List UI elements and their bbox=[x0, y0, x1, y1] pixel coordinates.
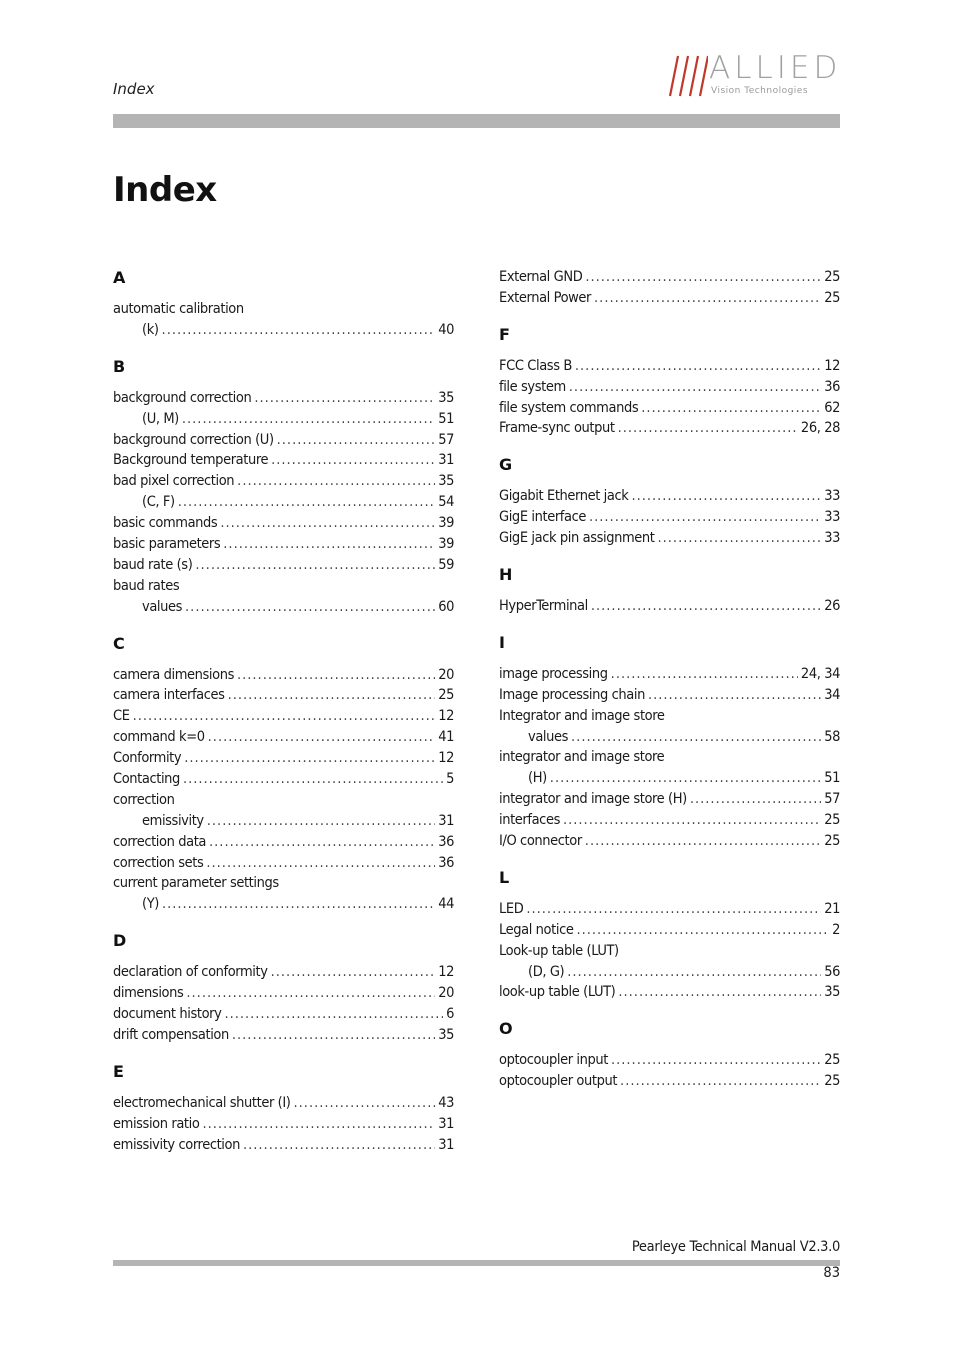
index-entry bbox=[499, 377, 840, 398]
index-page-ref[interactable]: 59 bbox=[438, 556, 454, 573]
index-entry bbox=[113, 388, 454, 409]
index-page-ref[interactable]: 25 bbox=[438, 687, 454, 704]
index-page-ref[interactable]: 31 bbox=[438, 452, 454, 469]
index-page-ref[interactable]: 12 bbox=[438, 964, 454, 981]
dot-leader bbox=[178, 492, 436, 513]
index-entry bbox=[499, 528, 840, 549]
dot-leader bbox=[228, 685, 436, 706]
index-entry bbox=[113, 727, 454, 748]
dot-leader bbox=[202, 1114, 435, 1135]
index-term: image processing bbox=[499, 665, 608, 682]
index-term: (D, G) bbox=[528, 963, 565, 980]
index-term: integrator and image store bbox=[499, 749, 665, 766]
dot-leader bbox=[585, 831, 821, 852]
running-head: Index bbox=[113, 80, 155, 98]
index-term: electromechanical shutter (I) bbox=[113, 1094, 291, 1111]
index-page-ref[interactable]: 44 bbox=[438, 896, 454, 913]
dot-leader bbox=[277, 430, 436, 451]
index-entry bbox=[113, 748, 454, 769]
dot-leader bbox=[618, 982, 821, 1003]
logo-slashes-icon bbox=[668, 54, 708, 98]
index-letter-heading: F bbox=[499, 324, 510, 344]
index-term: Background temperature bbox=[113, 452, 269, 469]
page-number: 83 bbox=[823, 1265, 840, 1281]
index-entry bbox=[499, 810, 840, 831]
dot-leader bbox=[271, 962, 436, 983]
page-title: Index bbox=[113, 170, 217, 210]
index-term: External GND bbox=[499, 269, 583, 285]
dot-leader bbox=[575, 356, 821, 377]
index-page-ref[interactable]: 35 bbox=[438, 473, 454, 490]
dot-leader bbox=[162, 894, 435, 915]
dot-leader bbox=[585, 267, 821, 288]
index-term: optocoupler output bbox=[499, 1073, 618, 1090]
index-term: (k) bbox=[142, 321, 159, 338]
index-term: optocoupler input bbox=[499, 1052, 608, 1069]
index-entry bbox=[499, 706, 840, 727]
dot-leader bbox=[641, 398, 821, 419]
index-page-ref[interactable]: 20 bbox=[438, 985, 454, 1002]
index-term: Integrator and image store bbox=[499, 707, 665, 724]
index-entry bbox=[499, 596, 840, 617]
dot-leader bbox=[206, 853, 435, 874]
index-subentry bbox=[113, 320, 454, 341]
dot-leader bbox=[223, 534, 435, 555]
index-entry bbox=[113, 962, 454, 983]
index-entry bbox=[113, 1093, 454, 1114]
dot-leader bbox=[254, 388, 435, 409]
index-term: Gigabit Ethernet jack bbox=[499, 488, 629, 505]
index-subentry bbox=[499, 962, 840, 983]
dot-leader bbox=[133, 706, 436, 727]
index-page-ref[interactable]: 62 bbox=[824, 399, 840, 416]
dot-leader bbox=[571, 727, 821, 748]
dot-leader bbox=[182, 409, 435, 430]
index-term: Contacting bbox=[113, 771, 180, 788]
index-entry bbox=[499, 664, 840, 685]
index-entry bbox=[499, 899, 840, 920]
index-entry bbox=[113, 534, 454, 555]
dot-leader bbox=[690, 789, 821, 810]
index-term: GigE interface bbox=[499, 509, 586, 526]
index-page-ref[interactable]: 58 bbox=[824, 728, 840, 745]
index-page-ref[interactable]: 60 bbox=[438, 598, 454, 615]
index-term: LED bbox=[499, 900, 524, 917]
index-page-ref[interactable]: 57 bbox=[824, 791, 840, 808]
index-page-ref[interactable]: 2 bbox=[832, 921, 840, 938]
index-entry bbox=[113, 513, 454, 534]
index-subentry bbox=[113, 811, 454, 832]
dot-leader bbox=[186, 983, 435, 1004]
index-entry bbox=[113, 576, 454, 597]
index-term: correction data bbox=[113, 833, 207, 850]
index-entry bbox=[113, 450, 454, 471]
dot-leader bbox=[207, 811, 435, 832]
index-term: emissivity bbox=[142, 812, 204, 829]
footer-rule bbox=[113, 1260, 840, 1266]
index-page-ref[interactable]: 24, 34 bbox=[800, 665, 840, 682]
index-letter-heading: D bbox=[113, 931, 127, 951]
index-term: CE bbox=[113, 708, 130, 725]
index-page-ref[interactable]: 39 bbox=[438, 536, 454, 553]
header-rule bbox=[113, 114, 840, 128]
index-page-ref[interactable]: 31 bbox=[438, 1115, 454, 1132]
index-term: FCC Class B bbox=[499, 357, 572, 374]
dot-leader bbox=[184, 748, 435, 769]
index-entry bbox=[499, 941, 840, 962]
dot-leader bbox=[567, 962, 821, 983]
dot-leader bbox=[658, 528, 822, 549]
dot-leader bbox=[294, 1093, 436, 1114]
index-term: I/O connector bbox=[499, 833, 582, 850]
dot-leader bbox=[620, 1071, 821, 1092]
dot-leader bbox=[618, 418, 798, 439]
index-entry bbox=[113, 769, 454, 790]
dot-leader bbox=[209, 832, 435, 853]
index-column-left bbox=[113, 262, 454, 1156]
index-entry bbox=[113, 983, 454, 1004]
index-term: command k=0 bbox=[113, 729, 205, 746]
index-term: current parameter settings bbox=[113, 875, 279, 892]
index-page-ref[interactable]: 12 bbox=[438, 708, 454, 725]
index-page-ref[interactable]: 25 bbox=[824, 269, 840, 285]
index-entry bbox=[113, 1135, 454, 1156]
index-entry bbox=[113, 873, 454, 894]
index-term: correction bbox=[113, 791, 175, 808]
dot-leader bbox=[232, 1025, 435, 1046]
index-entry bbox=[499, 831, 840, 852]
index-term: dimensions bbox=[113, 985, 184, 1002]
index-letter-heading: C bbox=[113, 633, 125, 653]
index-entry bbox=[113, 1114, 454, 1135]
index-term: Legal notice bbox=[499, 921, 574, 938]
index-page-ref[interactable]: 20 bbox=[438, 666, 454, 683]
dot-leader bbox=[224, 1004, 443, 1025]
dot-leader bbox=[550, 768, 821, 789]
index-subentry bbox=[499, 727, 840, 748]
index-entry bbox=[499, 747, 840, 768]
dot-leader bbox=[208, 727, 436, 748]
index-page-ref[interactable]: 12 bbox=[824, 357, 840, 374]
index-page-ref[interactable]: 21 bbox=[824, 900, 840, 917]
index-entry bbox=[499, 486, 840, 507]
index-term: (Y) bbox=[142, 896, 159, 913]
dot-leader bbox=[526, 899, 821, 920]
index-entry bbox=[113, 685, 454, 706]
index-page-ref[interactable]: 40 bbox=[438, 321, 454, 338]
index-term: document history bbox=[113, 1006, 222, 1023]
allied-logo bbox=[668, 52, 842, 100]
dot-leader bbox=[611, 1050, 821, 1071]
dot-leader bbox=[589, 507, 821, 528]
index-term: GigE jack pin assignment bbox=[499, 530, 655, 547]
index-page-ref[interactable]: 51 bbox=[824, 770, 840, 787]
index-term: Look-up table (LUT) bbox=[499, 942, 619, 959]
index-page-ref[interactable]: 26, 28 bbox=[800, 420, 840, 437]
index-term: background correction bbox=[113, 389, 252, 406]
index-column-right bbox=[499, 262, 840, 1092]
index-term: (U, M) bbox=[142, 410, 179, 427]
index-letter-heading: A bbox=[113, 268, 126, 287]
index-page-ref[interactable]: 56 bbox=[824, 963, 840, 980]
index-term: Frame-sync output bbox=[499, 420, 615, 437]
index-entry bbox=[499, 288, 840, 309]
dot-leader bbox=[569, 377, 821, 398]
logo-wordmark: ALLIED bbox=[709, 50, 842, 86]
index-term: HyperTerminal bbox=[499, 598, 588, 615]
index-term: integrator and image store (H) bbox=[499, 791, 687, 808]
index-letter-heading: I bbox=[499, 632, 505, 652]
index-term: automatic calibration bbox=[113, 301, 244, 317]
index-entry bbox=[113, 430, 454, 451]
index-entry bbox=[499, 398, 840, 419]
index-entry bbox=[113, 1004, 454, 1025]
index-term: interfaces bbox=[499, 812, 560, 829]
index-term: look-up table (LUT) bbox=[499, 984, 616, 1001]
index-page-ref[interactable]: 41 bbox=[438, 729, 454, 746]
index-page-ref[interactable]: 33 bbox=[824, 509, 840, 526]
index-entry bbox=[499, 685, 840, 706]
index-term: baud rates bbox=[113, 577, 180, 594]
index-page-ref[interactable]: 25 bbox=[824, 812, 840, 829]
index-page-ref[interactable]: 6 bbox=[446, 1006, 454, 1023]
dot-leader bbox=[185, 597, 435, 618]
dot-leader bbox=[631, 486, 821, 507]
dot-leader bbox=[220, 513, 435, 534]
dot-leader bbox=[237, 665, 435, 686]
index-term: declaration of conformity bbox=[113, 964, 268, 981]
dot-leader bbox=[576, 920, 829, 941]
index-term: file system bbox=[499, 378, 566, 395]
index-term: External Power bbox=[499, 289, 592, 306]
index-page-ref[interactable]: 51 bbox=[438, 410, 454, 427]
index-entry bbox=[113, 299, 454, 320]
index-term: values bbox=[528, 728, 569, 745]
dot-leader bbox=[183, 769, 443, 790]
index-term: file system commands bbox=[499, 399, 639, 416]
index-term: drift compensation bbox=[113, 1026, 229, 1043]
index-entry bbox=[113, 706, 454, 727]
dot-leader bbox=[162, 320, 436, 341]
index-letter-heading: B bbox=[113, 356, 126, 376]
index-page-ref[interactable]: 36 bbox=[438, 833, 454, 850]
index-page-ref[interactable]: 25 bbox=[824, 1073, 840, 1090]
index-term: background correction (U) bbox=[113, 431, 274, 448]
index-term: Conformity bbox=[113, 750, 182, 767]
index-letter-heading: G bbox=[499, 455, 513, 475]
index-page-ref[interactable]: 31 bbox=[438, 812, 454, 829]
index-term: (H) bbox=[528, 770, 547, 787]
dot-leader bbox=[195, 555, 435, 576]
index-subentry bbox=[113, 597, 454, 618]
index-letter-heading: L bbox=[499, 867, 510, 887]
index-term: emission ratio bbox=[113, 1115, 200, 1132]
index-term: (C, F) bbox=[142, 494, 175, 511]
index-page-ref[interactable]: 36 bbox=[824, 378, 840, 395]
index-page-ref[interactable]: 33 bbox=[824, 488, 840, 505]
index-entry bbox=[113, 555, 454, 576]
index-subentry bbox=[113, 492, 454, 513]
index-entry bbox=[499, 982, 840, 1003]
index-page-ref[interactable]: 35 bbox=[438, 1026, 454, 1043]
index-page-ref[interactable]: 25 bbox=[824, 1052, 840, 1069]
index-entry bbox=[113, 832, 454, 853]
index-entry bbox=[499, 267, 840, 288]
index-page-ref[interactable]: 35 bbox=[438, 389, 454, 406]
index-entry bbox=[499, 356, 840, 377]
index-term: basic commands bbox=[113, 515, 218, 532]
index-entry bbox=[499, 507, 840, 528]
dot-leader bbox=[243, 1135, 435, 1156]
logo-tagline: Vision Technologies bbox=[711, 86, 809, 96]
index-page-ref[interactable]: 25 bbox=[824, 833, 840, 850]
index-entry bbox=[499, 1050, 840, 1071]
index-term: camera interfaces bbox=[113, 687, 225, 704]
index-term: camera dimensions bbox=[113, 666, 234, 683]
index-entry bbox=[113, 853, 454, 874]
index-entry bbox=[499, 789, 840, 810]
index-term: Image processing chain bbox=[499, 686, 645, 703]
index-page-ref[interactable]: 35 bbox=[824, 984, 840, 1001]
dot-leader bbox=[563, 810, 821, 831]
index-page-ref[interactable]: 33 bbox=[824, 530, 840, 547]
index-page-ref[interactable]: 43 bbox=[438, 1094, 454, 1111]
index-subentry bbox=[113, 894, 454, 915]
index-page-ref[interactable]: 36 bbox=[438, 854, 454, 871]
index-entry bbox=[113, 471, 454, 492]
index-subentry bbox=[499, 768, 840, 789]
dot-leader bbox=[648, 685, 821, 706]
index-term: basic parameters bbox=[113, 536, 221, 553]
footer-document-title: Pearleye Technical Manual V2.3.0 bbox=[631, 1239, 840, 1255]
index-page-ref[interactable]: 31 bbox=[438, 1136, 454, 1153]
index-entry bbox=[499, 418, 840, 439]
index-letter-heading: O bbox=[499, 1019, 513, 1039]
dot-leader bbox=[594, 288, 821, 309]
dot-leader bbox=[611, 664, 798, 685]
dot-leader bbox=[237, 471, 435, 492]
dot-leader bbox=[271, 450, 435, 471]
index-page-ref[interactable]: 12 bbox=[438, 750, 454, 767]
index-page-ref[interactable]: 5 bbox=[446, 771, 454, 788]
dot-leader bbox=[591, 596, 821, 617]
index-term: values bbox=[142, 598, 183, 615]
index-subentry bbox=[113, 409, 454, 430]
index-page-ref[interactable]: 26 bbox=[824, 598, 840, 615]
index-entry bbox=[113, 1025, 454, 1046]
index-page-ref[interactable]: 25 bbox=[824, 289, 840, 306]
index-page-ref[interactable]: 54 bbox=[438, 494, 454, 511]
index-entry bbox=[499, 1071, 840, 1092]
index-letter-heading: E bbox=[113, 1061, 124, 1081]
index-entry bbox=[113, 790, 454, 811]
index-term: bad pixel correction bbox=[113, 473, 235, 490]
index-page-ref[interactable]: 39 bbox=[438, 515, 454, 532]
index-entry bbox=[499, 920, 840, 941]
index-term: baud rate (s) bbox=[113, 556, 193, 573]
index-page-ref[interactable]: 34 bbox=[824, 686, 840, 703]
index-page-ref[interactable]: 57 bbox=[438, 431, 454, 448]
index-entry bbox=[113, 665, 454, 686]
index-term: correction sets bbox=[113, 854, 204, 871]
index-letter-heading: H bbox=[499, 565, 513, 585]
index-term: emissivity correction bbox=[113, 1136, 240, 1153]
